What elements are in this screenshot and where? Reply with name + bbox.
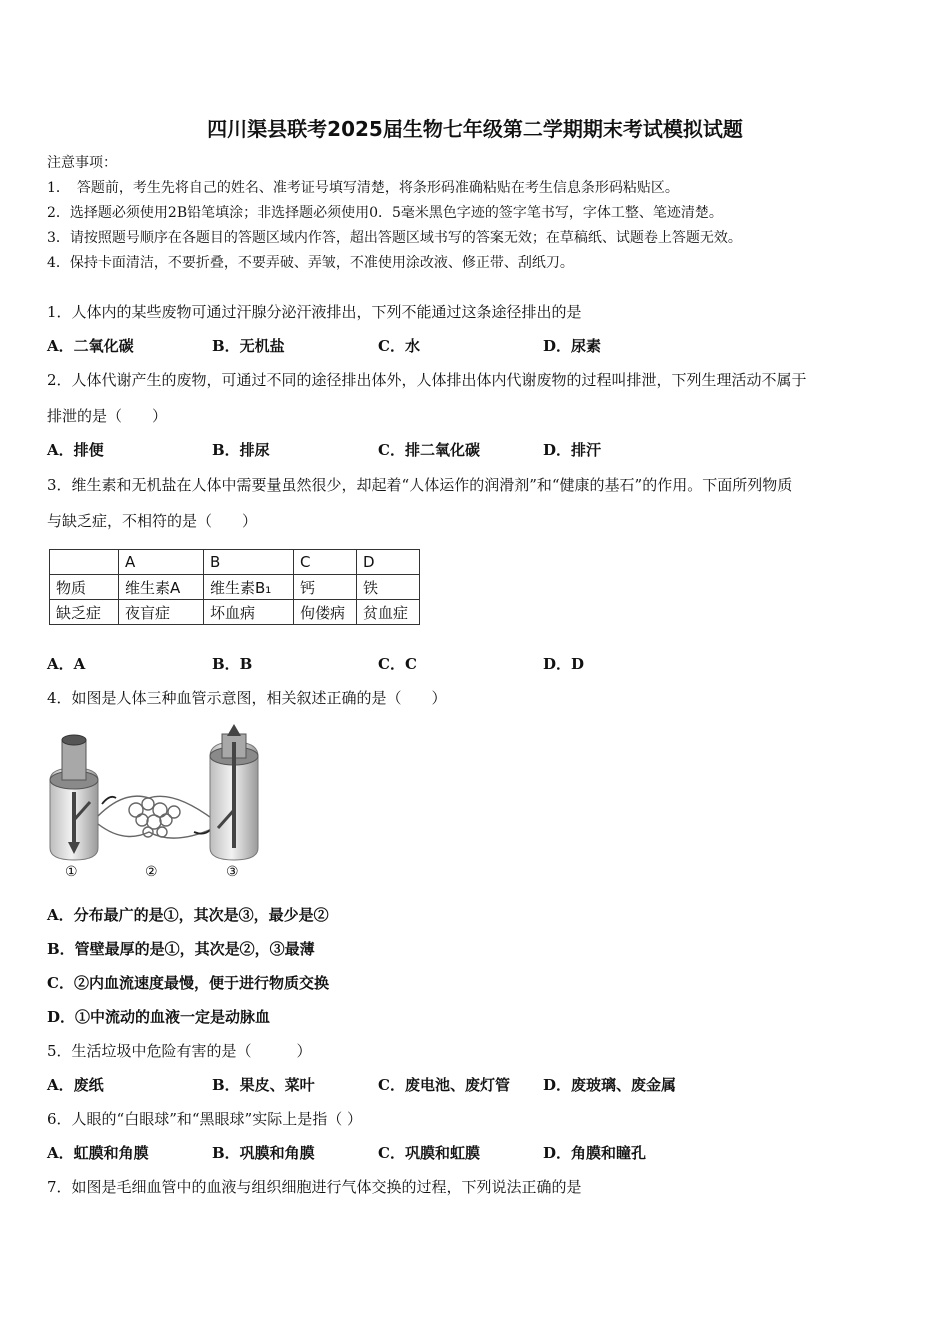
table-cell: 夜盲症 (119, 600, 204, 625)
q2-option-c[interactable]: C．排二氧化碳 (378, 441, 480, 459)
q4-option-d[interactable]: D．①中流动的血液一定是动脉血 (47, 1008, 271, 1026)
q6-option-d[interactable]: D．角膜和瞳孔 (543, 1144, 647, 1162)
q2-option-a[interactable]: A．排便 (47, 441, 104, 459)
notice-item: 1． 答题前，考生先将自己的姓名、准考证号填写清楚，将条形码准确粘贴在考生信息条形码粘贴区。 (47, 180, 679, 196)
table-cell: 物质 (50, 575, 119, 600)
q3-option-b[interactable]: B．B (212, 655, 253, 673)
table-row (50, 600, 420, 625)
q1-option-b[interactable]: B．无机盐 (212, 337, 285, 355)
q1-option-c[interactable]: C．水 (378, 337, 420, 355)
question-2-stem: 2．人体代谢产生的废物，可通过不同的途径排出体外，人体排出体内代谢废物的过程叫排泄，下列生理活动不属于 (47, 371, 807, 389)
table-cell: 坏血病 (204, 600, 294, 625)
notice-heading: 注意事项： (47, 155, 117, 171)
table-cell: 维生素A (119, 575, 204, 600)
table-cell: C (294, 550, 357, 575)
notice-item: 2．选择题必须使用2B铅笔填涂；非选择题必须使用0．5毫米黑色字迹的签字笔书写，字体工整、笔迹清楚。 (47, 205, 723, 221)
figure-label-artery: ① (65, 864, 78, 880)
notice-item: 3．请按照题号顺序在各题目的答题区域内作答，超出答题区域书写的答案无效；在草稿纸、试题卷上答题无效。 (47, 230, 742, 246)
vein-vessel (210, 724, 258, 860)
figure-label-capillary: ② (145, 864, 158, 880)
question-1-stem: 1．人体内的某些废物可通过汗腺分泌汗液排出，下列不能通过这条途径排出的是 (47, 303, 582, 321)
q1-option-d[interactable]: D．尿素 (543, 337, 602, 355)
table-header-row (50, 550, 420, 575)
table-row (50, 575, 420, 600)
question-7-stem: 7．如图是毛细血管中的血液与组织细胞进行气体交换的过程，下列说法正确的是 (47, 1178, 582, 1196)
q5-option-c[interactable]: C．废电池、废灯管 (378, 1076, 510, 1094)
page-title: 四川渠县联考2025届生物七年级第二学期期末考试模拟试题 (207, 117, 743, 141)
table-cell: 钙 (294, 575, 357, 600)
table-cell: B (204, 550, 294, 575)
notice-item: 4．保持卡面清洁，不要折叠，不要弄破、弄皱，不准使用涂改液、修正带、刮纸刀。 (47, 255, 574, 271)
q4-option-a[interactable]: A．分布最广的是①，其次是③，最少是② (47, 906, 329, 924)
blood-vessel-diagram (44, 720, 274, 884)
table-cell: 佝偻病 (294, 600, 357, 625)
artery-vessel (50, 735, 98, 860)
q5-option-a[interactable]: A．废纸 (47, 1076, 104, 1094)
table-cell: A (119, 550, 204, 575)
question-4-stem: 4．如图是人体三种血管示意图，相关叙述正确的是（ ） (47, 689, 447, 707)
table-cell (50, 550, 119, 575)
q2-option-b[interactable]: B．排尿 (212, 441, 270, 459)
q2-option-d[interactable]: D．排汗 (543, 441, 602, 459)
q6-option-b[interactable]: B．巩膜和角膜 (212, 1144, 315, 1162)
q3-option-d[interactable]: D．D (543, 655, 585, 673)
question-3-stem: 3．维生素和无机盐在人体中需要量虽然很少，却起着“人体运作的润滑剂”和“健康的基石”的作用。下面所列物质 (47, 476, 793, 494)
question-3-stem-cont: 与缺乏症，不相符的是（ ） (47, 512, 258, 530)
q5-option-d[interactable]: D．废玻璃、废金属 (543, 1076, 677, 1094)
table-cell: 贫血症 (357, 600, 420, 625)
figure-label-vein: ③ (226, 864, 239, 880)
q6-option-a[interactable]: A．虹膜和角膜 (47, 1144, 149, 1162)
q6-option-c[interactable]: C．巩膜和虹膜 (378, 1144, 480, 1162)
table-cell: 铁 (357, 575, 420, 600)
table-cell: 维生素B₁ (204, 575, 294, 600)
q5-option-b[interactable]: B．果皮、菜叶 (212, 1076, 315, 1094)
q3-option-a[interactable]: A．A (47, 655, 86, 673)
q4-option-c[interactable]: C．②内血流速度最慢，便于进行物质交换 (47, 974, 329, 992)
q1-option-a[interactable]: A．二氧化碳 (47, 337, 134, 355)
question-6-stem: 6．人眼的“白眼球”和“黑眼球”实际上是指（ ） (47, 1110, 362, 1128)
table-cell: D (357, 550, 420, 575)
q4-option-b[interactable]: B．管壁最厚的是①，其次是②，③最薄 (47, 940, 315, 958)
question-5-stem: 5．生活垃圾中危险有害的是（ ） (47, 1042, 312, 1060)
vitamin-mineral-table (49, 549, 420, 625)
q3-option-c[interactable]: C．C (378, 655, 417, 673)
capillary-network (98, 796, 214, 838)
table-cell: 缺乏症 (50, 600, 119, 625)
question-2-stem-cont: 排泄的是（ ） (47, 407, 168, 425)
